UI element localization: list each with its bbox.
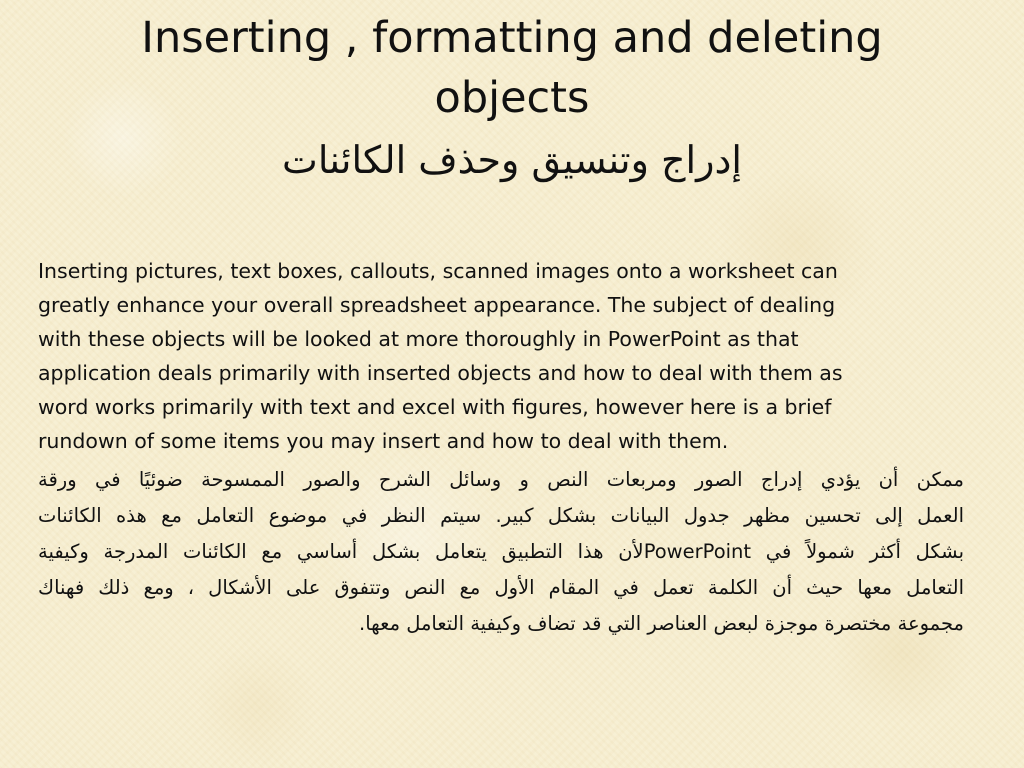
title-english-line-2: objects: [434, 73, 590, 123]
body-arabic-line: ممكن أن يؤدي إدراج الصور ومربعات النص و وسائل الشرح والصور الممسوحة ضوئيًا في ورقة: [38, 468, 964, 491]
body-english-line: with these objects will be looked at more thoroughly in PowerPoint as that: [38, 327, 799, 351]
title-english-line-1: Inserting , formatting and deleting: [141, 13, 883, 63]
body-english-line: word works primarily with text and excel with figures, however here is a brief: [38, 395, 832, 419]
body-arabic-line: مجموعة مختصرة موجزة لبعض العناصر التي قد تضاف وكيفية التعامل معها.: [359, 612, 964, 635]
slide-title: [40, 8, 984, 190]
body-english-line: application deals primarily with inserted objects and how to deal with them as: [38, 361, 843, 385]
body-english-line: rundown of some items you may insert and how to deal with them.: [38, 429, 729, 453]
body-arabic-line: التعامل معها حيث أن الكلمة تعمل في المقام الأول مع النص وتتفوق على الأشكال ، ومع ذلك فهناك: [38, 576, 964, 599]
title-arabic: إدراج وتنسيق وحذف الكائنات: [282, 138, 742, 182]
body-arabic-paragraph: [38, 462, 964, 642]
body-english-line: Inserting pictures, text boxes, callouts, scanned images onto a worksheet can: [38, 259, 838, 283]
body-english-line: greatly enhance your overall spreadsheet appearance. The subject of dealing: [38, 293, 836, 317]
body-arabic-line: بشكل أكثر شمولاً في PowerPointلأن هذا التطبيق يتعامل بشكل أساسي مع الكائنات المدرجة وكيفية: [38, 540, 965, 563]
body-arabic-line: العمل إلى تحسين مظهر جدول البيانات بشكل كبير. سيتم النظر في موضوع التعامل مع هذه الكائنات: [38, 504, 964, 527]
body-english-paragraph: [38, 254, 978, 458]
